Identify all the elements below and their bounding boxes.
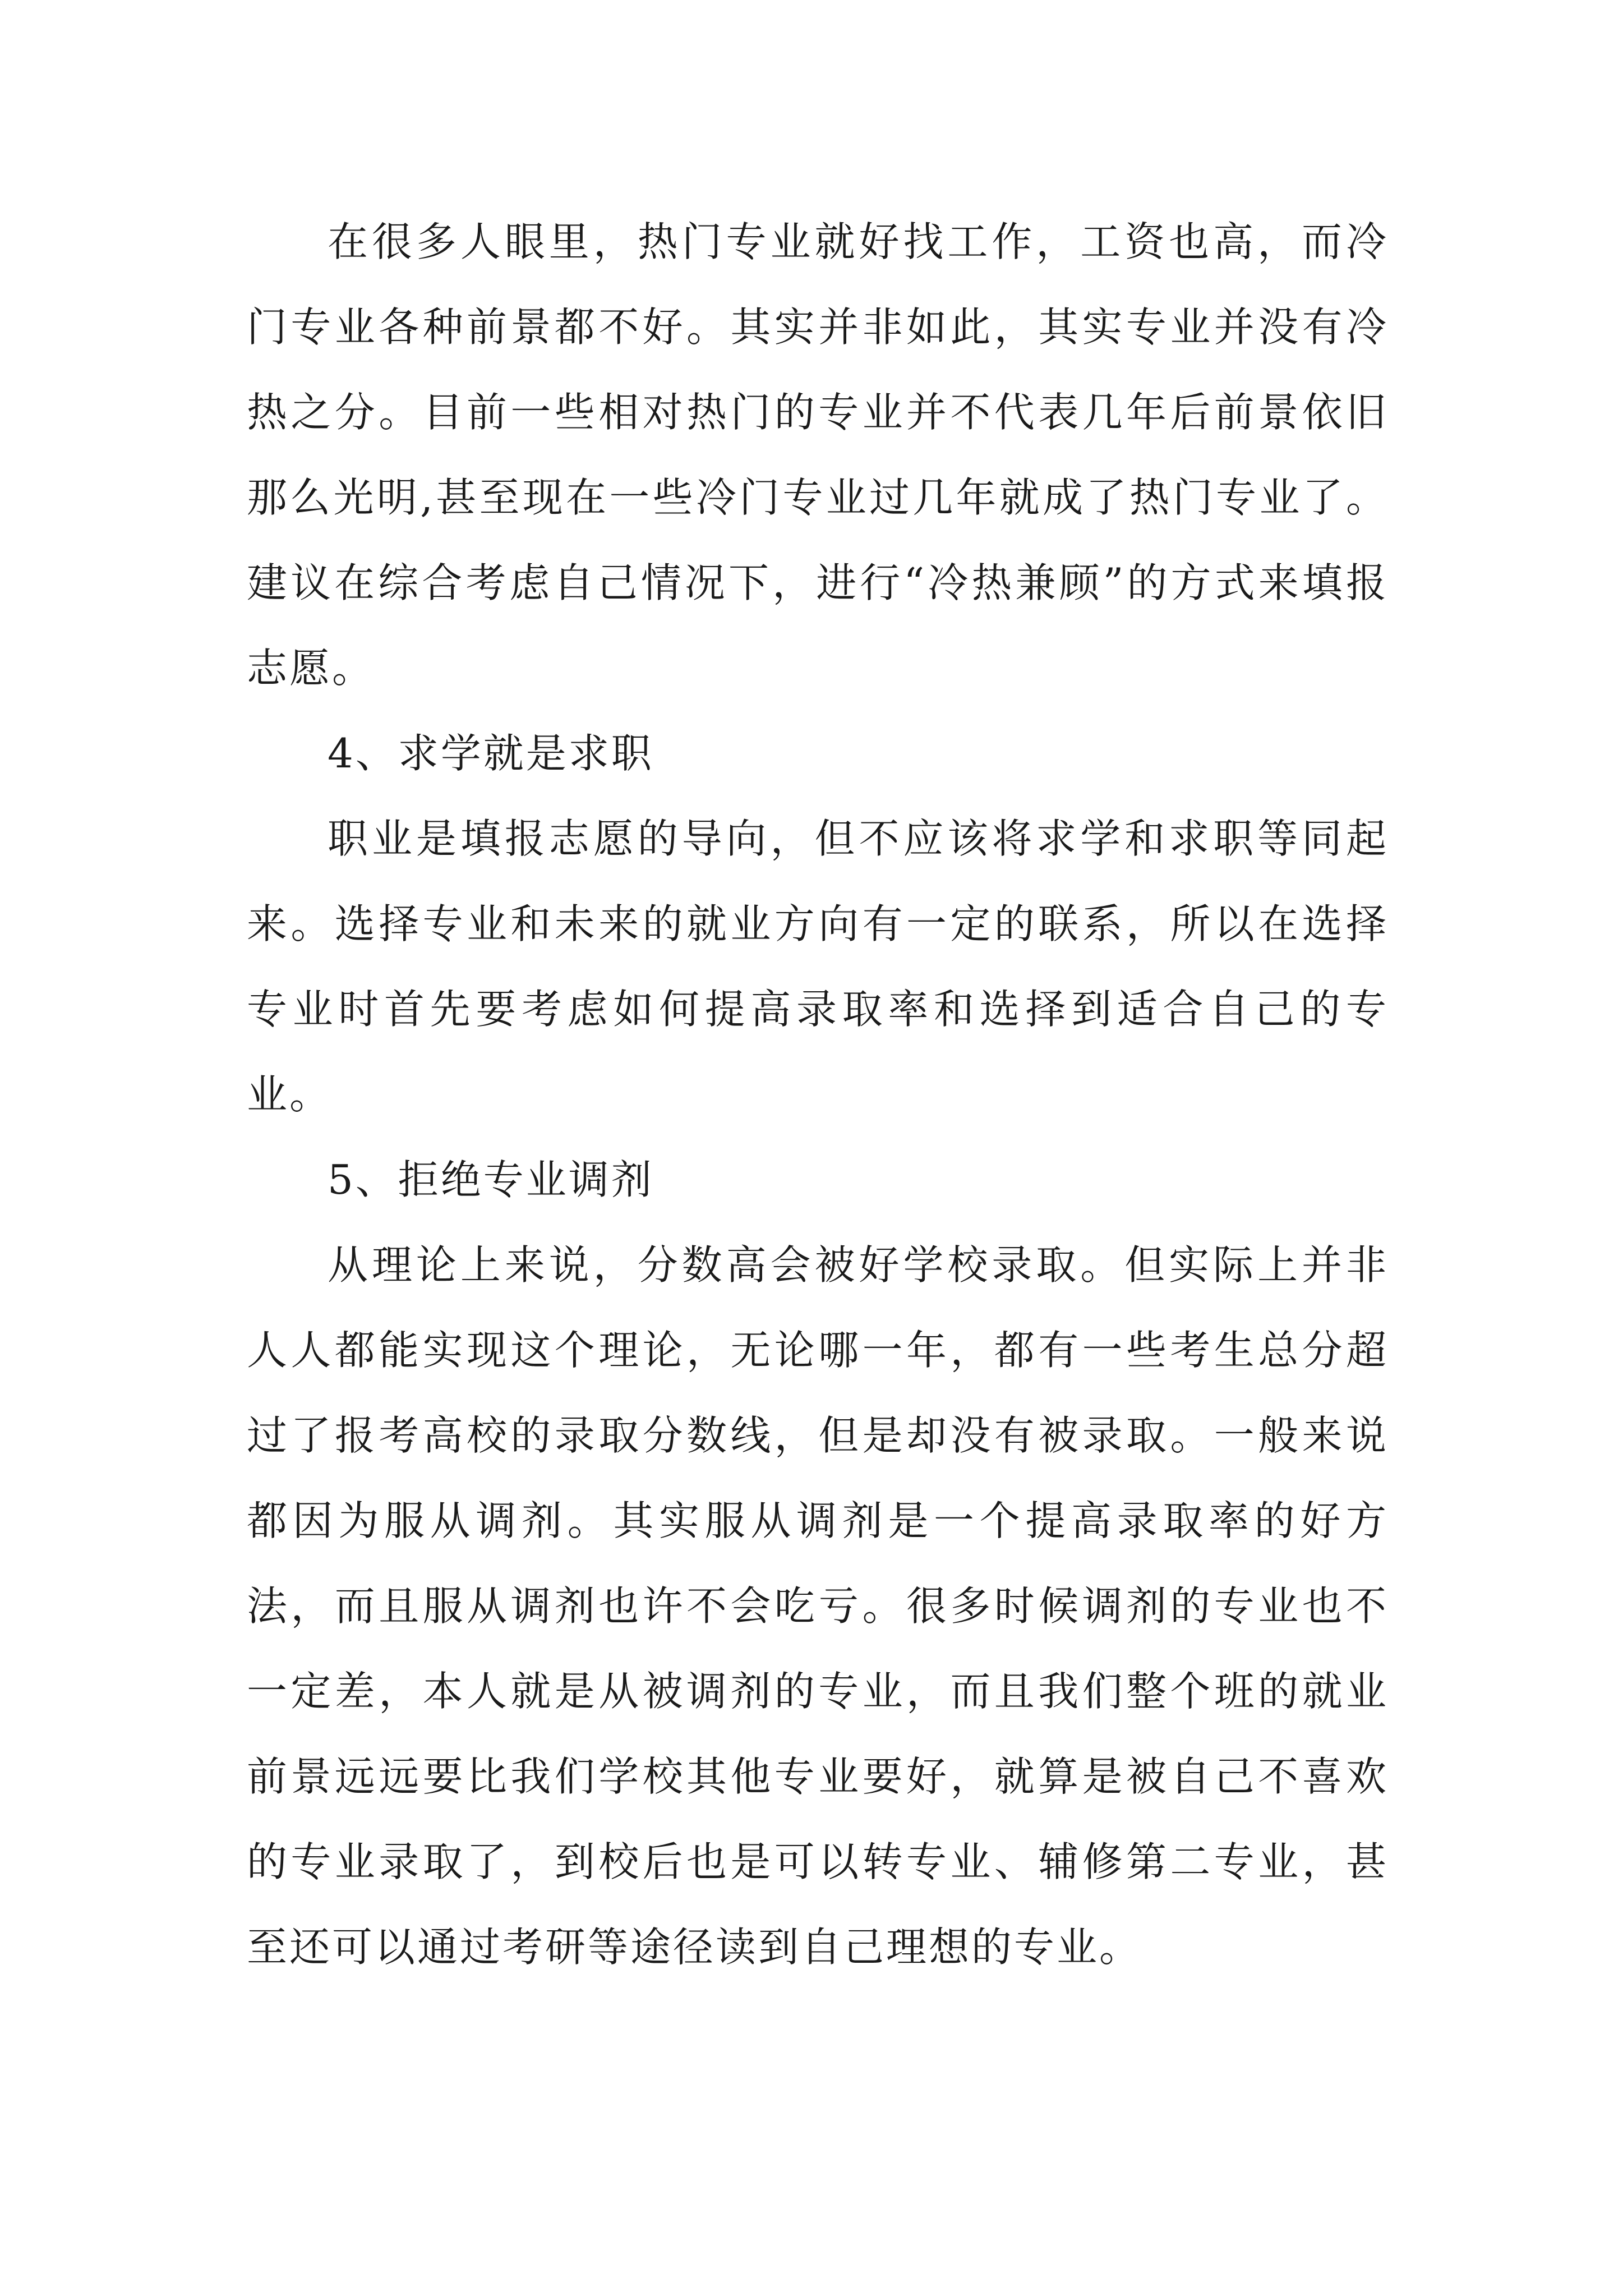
section-heading-5: 5、拒绝专业调剂 (328, 1156, 654, 1203)
document-body (247, 199, 1389, 1990)
section-heading-4: 4、求学就是求职 (328, 730, 654, 777)
paragraph-study-vs-career: 职业是填报志愿的导向，但不应该将求学和求职等同起来。选择专业和未来的就业方向有一定的联系，所以在选择专业时首先要考虑如何提高录取率和选择到适合自己的专业。 (247, 815, 1389, 1118)
paragraph-major-adjustment: 从理论上来说，分数高会被好学校录取。但实际上并非人人都能实现这个理论，无论哪一年，都有一些考生总分超过了报考高校的录取分数线，但是却没有被录取。一般来说都因为服从调剂。其实服从调剂是一个提高录取率的好方法，而且服从调剂也许不会吃亏。很多时候调剂的专业也不一定差，本人就是从被调剂的专业，而且我们整个班的就业前景远远要比我们学校其他专业要好，就算是被自己不喜欢的专业录取了，到校后也是可以转专业、辅修第二专业，甚至还可以通过考研等途径读到自己理想的专业。 (247, 1241, 1389, 1971)
paragraph-hot-cold-majors: 在很多人眼里，热门专业就好找工作，工资也高，而冷门专业各种前景都不好。其实并非如此，其实专业并没有冷热之分。目前一些相对热门的专业并不代表几年后前景依旧那么光明,甚至现在一些冷门专业过几年就成了热门专业了。建议在综合考虑自己情况下，进行“冷热兼顾”的方式来填报志愿。 (247, 218, 1389, 692)
